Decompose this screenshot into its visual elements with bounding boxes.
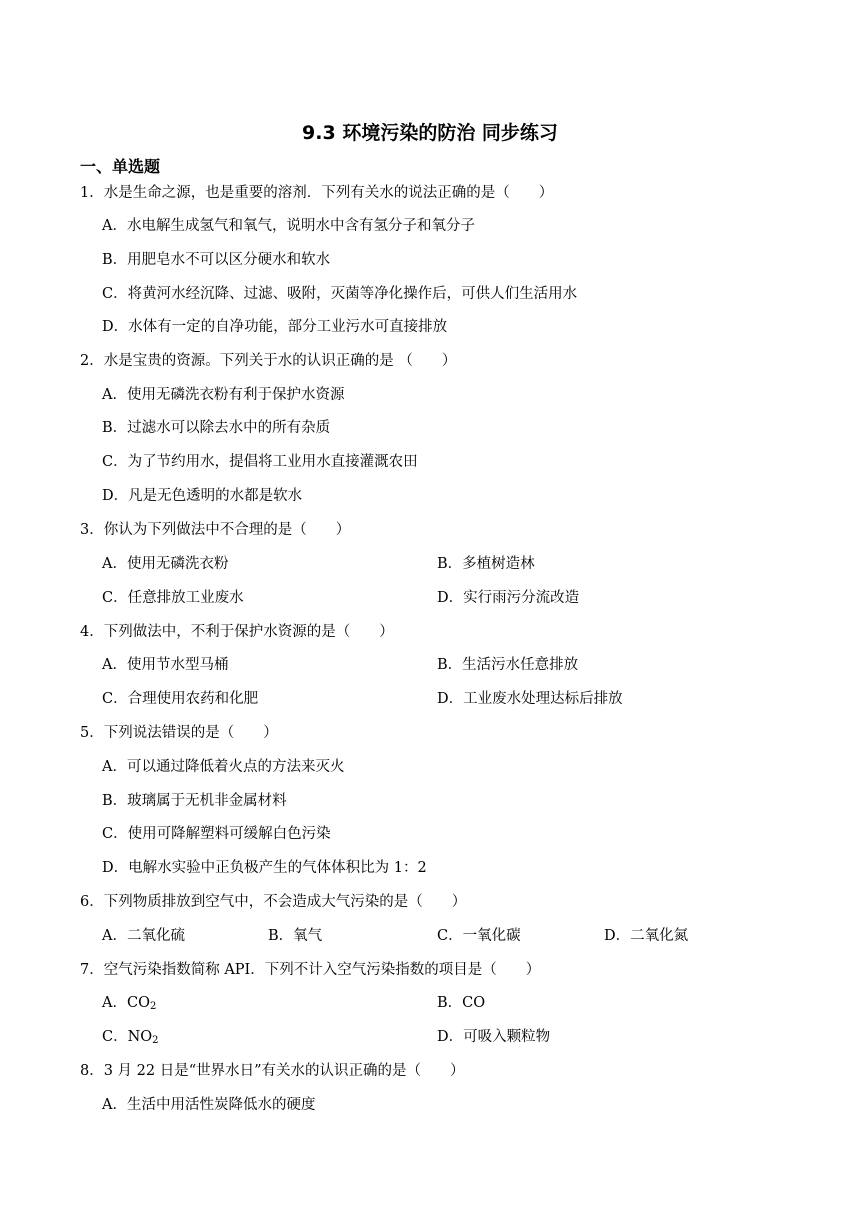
question-2-option-a: A．使用无磷洗衣粉有利于保护水资源 <box>102 387 345 403</box>
question-3-option-c: C．任意排放工业废水 <box>102 590 244 606</box>
question-1-option-a: A．水电解生成氢气和氧气，说明水中含有氢分子和氧分子 <box>102 218 475 234</box>
question-6-option-d: D．二氧化氮 <box>604 928 689 944</box>
question-7-option-a <box>102 993 156 1017</box>
question-4-option-c: C．合理使用农药和化肥 <box>102 691 259 707</box>
question-7-option-c-subscript: 2 <box>152 1035 159 1046</box>
question-5-stem: 5．下列说法错误的是（ ） <box>80 725 278 741</box>
question-1-option-c: C．将黄河水经沉降、过滤、吸附，灭菌等净化操作后，可供人们生活用水 <box>102 286 578 302</box>
question-7-option-a-text: A．CO <box>102 995 150 1011</box>
question-3-option-d: D．实行雨污分流改造 <box>437 590 580 606</box>
question-2-option-c: C．为了节约用水，提倡将工业用水直接灌溉农田 <box>102 454 418 470</box>
question-5-option-b: B．玻璃属于无机非金属材料 <box>102 793 287 809</box>
question-2-option-d: D．凡是无色透明的水都是软水 <box>102 488 303 504</box>
question-3-option-b: B．多植树造林 <box>437 556 535 572</box>
question-1-option-d: D．水体有一定的自净功能，部分工业污水可直接排放 <box>102 319 448 335</box>
question-6-option-a: A．二氧化硫 <box>102 928 185 944</box>
question-7-option-b: B．CO <box>437 995 486 1011</box>
question-6-option-b: B．氧气 <box>268 928 323 944</box>
question-5-option-d: D．电解水实验中正负极产生的气体体积比为 1：2 <box>102 860 427 876</box>
question-3-stem: 3．你认为下列做法中不合理的是（ ） <box>80 522 351 538</box>
question-2-stem: 2．水是宝贵的资源。下列关于水的认识正确的是 （ ） <box>80 353 457 369</box>
question-7-option-c <box>102 1027 159 1051</box>
question-1-stem: 1．水是生命之源，也是重要的溶剂．下列有关水的说法正确的是（ ） <box>80 185 554 201</box>
question-8-stem: 8．3 月 22 日是“世界水日”有关水的认识正确的是（ ） <box>80 1063 465 1079</box>
question-6-stem: 6．下列物质排放到空气中，不会造成大气污染的是（ ） <box>80 894 467 910</box>
section-heading: 一、单选题 <box>80 157 161 176</box>
question-4-option-d: D．工业废水处理达标后排放 <box>437 691 623 707</box>
question-4-option-b: B．生活污水任意排放 <box>437 657 579 673</box>
question-5-option-c: C．使用可降解塑料可缓解白色污染 <box>102 826 331 842</box>
question-7-stem: 7．空气污染指数简称 API．下列不计入空气污染指数的项目是（ ） <box>80 962 541 978</box>
question-1-option-b: B．用肥皂水不可以区分硬水和软水 <box>102 252 331 268</box>
question-5-option-a: A．可以通过降低着火点的方法来灭火 <box>102 759 345 775</box>
question-7-option-c-text: C．NO <box>102 1029 153 1045</box>
question-6-option-c: C．一氧化碳 <box>437 928 521 944</box>
question-8-option-a: A．生活中用活性炭降低水的硬度 <box>102 1097 316 1113</box>
question-7-option-a-subscript: 2 <box>149 1001 157 1012</box>
question-2-option-b: B．过滤水可以除去水中的所有杂质 <box>102 420 331 436</box>
question-7-option-d: D．可吸入颗粒物 <box>437 1029 551 1045</box>
page-title: 9.3 环境污染的防治 同步练习 <box>302 122 558 144</box>
question-4-stem: 4．下列做法中，不利于保护水资源的是（ ） <box>80 624 394 640</box>
question-3-option-a: A．使用无磷洗衣粉 <box>102 556 229 572</box>
question-4-option-a: A．使用节水型马桶 <box>102 657 229 673</box>
